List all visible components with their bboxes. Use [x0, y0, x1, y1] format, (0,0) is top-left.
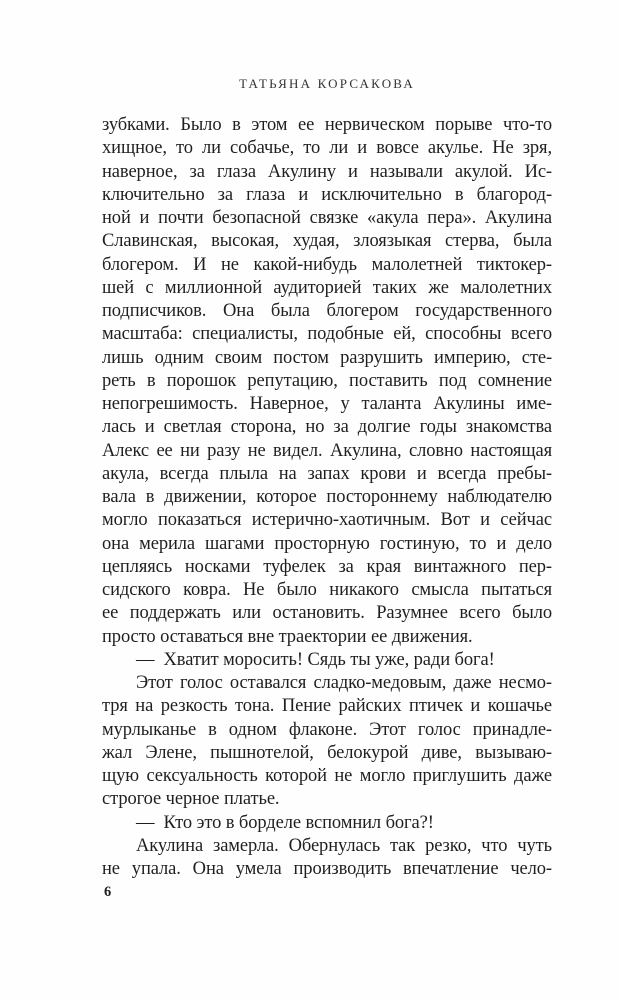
text-line: Акулина замерла. Обернулась так резко, что чуть: [136, 835, 552, 856]
text-line: акула, всегда плыла на запах крови и всегда пребы-: [102, 463, 552, 484]
page-number: 6: [104, 884, 112, 900]
text-line: лась и светлая сторона, но за долгие годы знакомства: [102, 417, 552, 438]
text-line: тря на резкость тона. Пение райских птичек и кошачье: [102, 696, 552, 717]
text-line: жал Элене, пышнотелой, белокурой диве, вызываю-: [102, 742, 552, 763]
text-line: вала в движении, которое постороннему наблюдателю: [102, 487, 552, 507]
text-line: Алекс ее ни разу не видел. Акулина, словно настоящая: [102, 440, 552, 461]
text-line: лишь одним своим постом разрушить империю, сте-: [102, 347, 552, 368]
text-line: ной и почти безопасной связке «акула пера». Акулина: [102, 208, 552, 228]
text-line: реть в порошок репутацию, поставить под сомнение: [102, 370, 552, 391]
text-line: блогером. И не какой-нибудь малолетней тиктокер-: [102, 254, 552, 275]
text-line: ключительно за глаза и исключительно в благород-: [102, 184, 552, 205]
text-line: ее поддержать или остановить. Разумнее всего было: [102, 603, 552, 624]
text-line: не упала. Она умела производить впечатление чело-: [102, 859, 552, 879]
text-line: — Кто это в борделе вспомнил бога?!: [136, 812, 434, 833]
text-line: — Хватит моросить! Сядь ты уже, ради бога!: [136, 649, 495, 670]
body-text: [102, 114, 552, 881]
text-line: хищное, то ли собачье, то ли и вовсе акулье. Не зря,: [102, 138, 552, 159]
text-line: цепляясь носками туфелек за края винтажного пер-: [102, 556, 552, 577]
text-line: непогрешимость. Наверное, у таланта Акулины име-: [102, 394, 552, 414]
text-line: могло показаться истерично-хаотичным. Вот и сейчас: [102, 510, 552, 531]
running-header: ТАТЬЯНА КОРСАКОВА: [239, 76, 415, 91]
text-line: шей с миллионной аудиторией таких же малолетних: [102, 277, 552, 298]
text-line: щую сексуальность которой не могло приглушить даже: [102, 766, 552, 786]
text-line: подписчиков. Она была блогером государственного: [102, 301, 552, 321]
text-line: Этот голос оставался сладко-медовым, даже несмо-: [136, 673, 552, 693]
text-line: она мерила шагами просторную гостиную, то и дело: [102, 533, 552, 554]
text-line: строгое черное платье.: [102, 789, 280, 810]
text-line: зубками. Было в этом ее нервическом порыве что-то: [102, 115, 552, 135]
text-line: мурлыканье в одном флаконе. Этот голос принадле-: [102, 719, 552, 740]
text-line: сидского ковра. Не было никакого смысла пытаться: [102, 580, 552, 600]
text-line: Славинская, высокая, худая, злоязыкая стерва, была: [102, 231, 552, 252]
text-line: масштаба: специалисты, подобные ей, способны всего: [102, 324, 552, 345]
text-line: просто оставаться вне траектории ее движения.: [102, 626, 473, 647]
text-line: наверное, за глаза Акулину и называли акулой. Ис-: [102, 161, 552, 182]
